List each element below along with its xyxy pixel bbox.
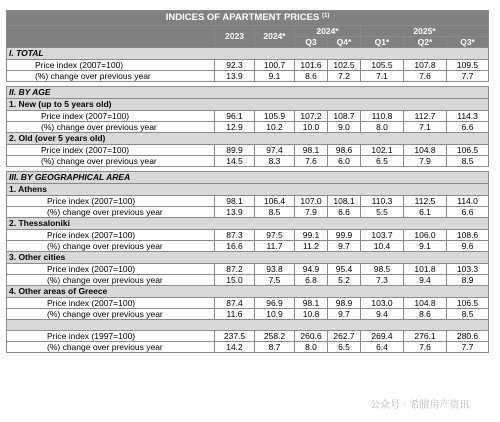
table-cell: 276.1 [404, 331, 447, 342]
table-cell: 98.6 [328, 145, 361, 156]
table-row-thessaloniki-price [7, 230, 489, 241]
table-row-price-1997-change [7, 342, 489, 353]
table-cell: 102.5 [328, 60, 361, 71]
table-cell: 8.5 [255, 207, 295, 218]
subsection-other-cities-heading-row [7, 252, 489, 264]
table-cell: 106.5 [447, 298, 489, 309]
table-cell: 98.5 [361, 264, 404, 275]
table-row-athens-price [7, 196, 489, 207]
subsection-other-cities-heading: 3. Other cities [7, 252, 489, 264]
header-quarter: Q1* [361, 37, 404, 48]
table-row-total-price [7, 60, 489, 71]
table-cell: 96.9 [255, 298, 295, 309]
row-label: Price index (1997=100) [7, 331, 215, 342]
table-cell: 14.2 [215, 342, 255, 353]
table-cell: 6.5 [361, 156, 404, 167]
table-title-note: (1) [321, 13, 330, 20]
table-cell: 7.6 [404, 71, 447, 82]
header-blank-cell [7, 26, 215, 48]
row-label: (%) change over previous year [7, 275, 215, 286]
row-label: (%) change over previous year [7, 156, 215, 167]
table-cell: 5.5 [361, 207, 404, 218]
table-cell: 9.1 [404, 241, 447, 252]
table-cell: 6.8 [295, 275, 328, 286]
table-cell: 6.6 [447, 207, 489, 218]
table-cell: 110.3 [361, 196, 404, 207]
table-cell: 112.7 [404, 111, 447, 122]
table-cell: 10.0 [295, 122, 328, 133]
section-geo-heading-row [7, 172, 489, 184]
subsection-new-heading: 1. New (up to 5 years old) [7, 99, 489, 111]
subsection-old-heading: 2. Old (over 5 years old) [7, 133, 489, 145]
subsection-thessaloniki-heading: 2. Thessaloniki [7, 218, 489, 230]
table-cell: 94.9 [295, 264, 328, 275]
table-cell: 6.6 [328, 207, 361, 218]
table-cell: 98.1 [295, 298, 328, 309]
table-cell: 9.4 [404, 275, 447, 286]
header-year-2025-quarters: 2025* [361, 26, 489, 37]
table-cell: 114.3 [447, 111, 489, 122]
table-cell: 101.8 [404, 264, 447, 275]
table-cell: 9.4 [361, 309, 404, 320]
table-cell: 98.1 [295, 145, 328, 156]
table-cell: 105.5 [361, 60, 404, 71]
table-cell: 8.0 [295, 342, 328, 353]
table-row-price-1997 [7, 331, 489, 342]
header-year-2024: 2024* [255, 26, 295, 48]
table-cell: 10.2 [255, 122, 295, 133]
table-cell: 10.4 [361, 241, 404, 252]
table-cell: 109.5 [447, 60, 489, 71]
table-cell: 106.0 [404, 230, 447, 241]
table-cell: 102.1 [361, 145, 404, 156]
table-row-old-change [7, 156, 489, 167]
row-label: (%) change over previous year [7, 342, 215, 353]
section-total-heading-row [7, 48, 489, 60]
table-cell: 9.7 [328, 309, 361, 320]
table-cell: 87.4 [215, 298, 255, 309]
table-cell: 5.2 [328, 275, 361, 286]
table-cell: 7.6 [295, 156, 328, 167]
year-header-row [7, 26, 489, 37]
row-label: Price index (2007=100) [7, 230, 215, 241]
table-cell: 107.8 [404, 60, 447, 71]
subsection-athens-heading-row [7, 184, 489, 196]
table-cell: 9.0 [328, 122, 361, 133]
table-cell: 8.3 [255, 156, 295, 167]
table-cell: 6.6 [447, 122, 489, 133]
table-cell: 108.1 [328, 196, 361, 207]
table-cell: 7.6 [404, 342, 447, 353]
table-cell: 97.4 [255, 145, 295, 156]
table-row-other-cities-price [7, 264, 489, 275]
table-row-new-change [7, 122, 489, 133]
table-cell: 112.5 [404, 196, 447, 207]
table-cell: 7.1 [361, 71, 404, 82]
table-row-other-areas-price [7, 298, 489, 309]
table-row-old-price [7, 145, 489, 156]
table-row-total-change [7, 71, 489, 82]
row-label: Price index (2007=100) [7, 145, 215, 156]
table-row-other-areas-change [7, 309, 489, 320]
table-cell: 105.9 [255, 111, 295, 122]
table-cell: 8.0 [361, 122, 404, 133]
table-cell: 99.9 [328, 230, 361, 241]
row-label: Price index (2007=100) [7, 196, 215, 207]
table-cell: 7.9 [404, 156, 447, 167]
table-cell: 114.0 [447, 196, 489, 207]
table-cell: 260.6 [295, 331, 328, 342]
table-cell: 106.5 [447, 145, 489, 156]
table-cell: 237.5 [215, 331, 255, 342]
table-cell: 8.6 [404, 309, 447, 320]
table-cell: 7.3 [361, 275, 404, 286]
table-cell: 7.5 [255, 275, 295, 286]
header-quarter: Q2* [404, 37, 447, 48]
table-cell: 13.9 [215, 207, 255, 218]
table-cell: 11.2 [295, 241, 328, 252]
table-cell: 87.3 [215, 230, 255, 241]
section-age-heading: II. BY AGE [7, 87, 489, 99]
table-cell: 87.2 [215, 264, 255, 275]
row-label: (%) change over previous year [7, 309, 215, 320]
table-cell: 97.5 [255, 230, 295, 241]
table-cell: 8.6 [295, 71, 328, 82]
table-cell: 98.1 [215, 196, 255, 207]
table-cell: 258.2 [255, 331, 295, 342]
table-cell: 106.4 [255, 196, 295, 207]
row-label: Price index (2007=100) [7, 111, 215, 122]
table-cell: 98.9 [328, 298, 361, 309]
row-label: (%) change over previous year [7, 241, 215, 252]
subsection-thessaloniki-heading-row [7, 218, 489, 230]
table-cell: 104.8 [404, 145, 447, 156]
table-row-new-price [7, 111, 489, 122]
table-cell: 96.1 [215, 111, 255, 122]
table-cell: 9.6 [447, 241, 489, 252]
table-cell: 7.7 [447, 71, 489, 82]
table-cell: 6.0 [328, 156, 361, 167]
table-cell: 110.8 [361, 111, 404, 122]
table-cell: 92.3 [215, 60, 255, 71]
table-cell: 11.7 [255, 241, 295, 252]
table-cell: 104.8 [404, 298, 447, 309]
blank-band-cell [7, 320, 489, 331]
table-cell: 10.9 [255, 309, 295, 320]
table-cell: 8.9 [447, 275, 489, 286]
table-cell: 7.9 [295, 207, 328, 218]
table-cell: 14.5 [215, 156, 255, 167]
table-cell: 107.0 [295, 196, 328, 207]
subsection-athens-heading: 1. Athens [7, 184, 489, 196]
row-label: (%) change over previous year [7, 122, 215, 133]
table-cell: 7.2 [328, 71, 361, 82]
header-quarter: Q4* [328, 37, 361, 48]
table-cell: 269.4 [361, 331, 404, 342]
apartment-price-indices-table [6, 10, 489, 353]
table-cell: 9.1 [255, 71, 295, 82]
row-label: Price index (2007=100) [7, 264, 215, 275]
table-cell: 7.7 [447, 342, 489, 353]
row-label: Price index (2007=100) [7, 60, 215, 71]
subsection-other-areas-heading: 4. Other areas of Greece [7, 286, 489, 298]
table-row-other-cities-change [7, 275, 489, 286]
table-cell: 262.7 [328, 331, 361, 342]
header-year-2023: 2023 [215, 26, 255, 48]
row-label: (%) change over previous year [7, 71, 215, 82]
subsection-old-heading-row [7, 133, 489, 145]
table-cell: 7.1 [404, 122, 447, 133]
table-cell: 89.9 [215, 145, 255, 156]
table-row-athens-change [7, 207, 489, 218]
table-cell: 99.1 [295, 230, 328, 241]
table-cell: 8.5 [447, 156, 489, 167]
subsection-new-heading-row [7, 99, 489, 111]
table-cell: 16.6 [215, 241, 255, 252]
table-row-thessaloniki-change [7, 241, 489, 252]
table-cell: 103.0 [361, 298, 404, 309]
table-cell: 12.9 [215, 122, 255, 133]
table-cell: 100.7 [255, 60, 295, 71]
section-geo-heading: III. BY GEOGRAPHICAL AREA [7, 172, 489, 184]
header-year-2024-quarters: 2024* [295, 26, 361, 37]
table-cell: 8.7 [255, 342, 295, 353]
section-total-heading: I. TOTAL [7, 48, 489, 60]
table-cell: 10.8 [295, 309, 328, 320]
table-cell: 6.1 [404, 207, 447, 218]
table-cell: 6.4 [361, 342, 404, 353]
table-cell: 8.5 [447, 309, 489, 320]
table-cell: 280.6 [447, 331, 489, 342]
header-quarter: Q3 [295, 37, 328, 48]
table-title [7, 11, 489, 26]
watermark: 公众号 · 希腊房产资讯 [370, 400, 470, 411]
section-age-heading-row [7, 87, 489, 99]
table-cell: 108.6 [447, 230, 489, 241]
table-title-text: INDICES OF APARTMENT PRICES [165, 12, 320, 24]
table-cell: 13.9 [215, 71, 255, 82]
table-cell: 103.7 [361, 230, 404, 241]
header-quarter: Q3* [447, 37, 489, 48]
table-cell: 93.8 [255, 264, 295, 275]
table-cell: 9.7 [328, 241, 361, 252]
table-cell: 108.7 [328, 111, 361, 122]
table-cell: 15.0 [215, 275, 255, 286]
price-index-table-container [6, 10, 488, 353]
table-cell: 11.6 [215, 309, 255, 320]
row-label: (%) change over previous year [7, 207, 215, 218]
blank-band-row [7, 320, 489, 331]
subsection-other-areas-heading-row [7, 286, 489, 298]
table-cell: 107.2 [295, 111, 328, 122]
table-title-row [7, 11, 489, 26]
table-cell: 6.5 [328, 342, 361, 353]
table-cell: 95.4 [328, 264, 361, 275]
row-label: Price index (2007=100) [7, 298, 215, 309]
table-cell: 101.6 [295, 60, 328, 71]
table-cell: 103.3 [447, 264, 489, 275]
